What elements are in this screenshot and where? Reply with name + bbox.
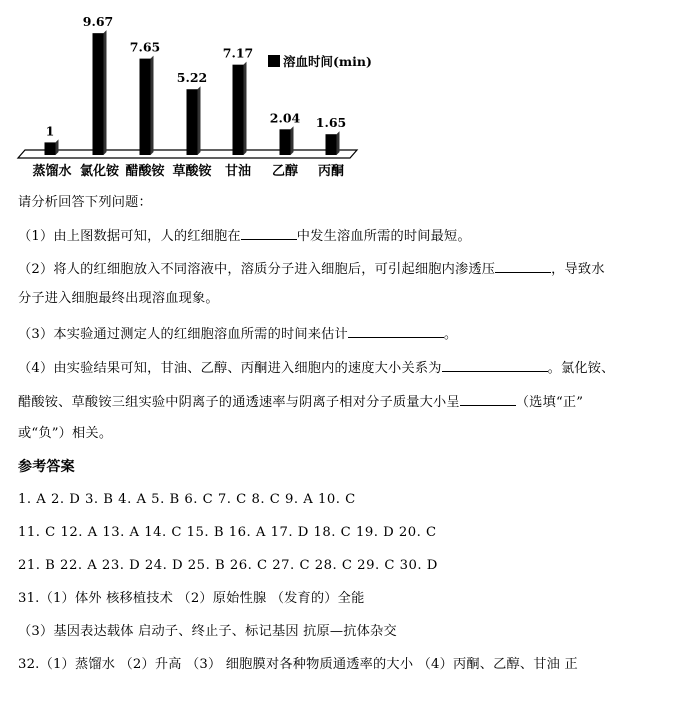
category-label: 甘油 xyxy=(224,164,252,179)
bar-甘油 xyxy=(233,65,244,155)
q4-text-d: （选填“正” xyxy=(515,395,584,410)
answer-line: 31.（1）体外 核移植技术 （2）原始性腺 （发育的）全能 xyxy=(18,591,365,606)
q3-blank[interactable] xyxy=(348,323,444,338)
bar-蒸馏水 xyxy=(45,142,56,155)
question-2-cont: 分子进入细胞最终出现溶血现象。 xyxy=(18,291,219,306)
q4-blank-2[interactable] xyxy=(460,391,516,406)
bar-side xyxy=(337,131,340,155)
q4-text-b: 。氯化铵、 xyxy=(547,361,615,376)
legend-label: 溶血时间(min) xyxy=(283,54,372,69)
q3-text-a: （3）本实验通过测定人的红细胞溶血所需的时间来估计 xyxy=(18,327,348,342)
category-label: 蒸馏水 xyxy=(32,164,72,179)
q3-text-b: 。 xyxy=(443,327,458,342)
answer-line: 32.（1）蒸馏水 （2）升高 （3） 细胞膜对各种物质通透率的大小 （4）丙酮、乙醇、甘油 正 xyxy=(18,657,578,672)
answer-line: 1. A 2. D 3. B 4. A 5. B 6. C 7. C 8. C 9. A 10. C xyxy=(18,492,356,507)
q1-text-a: （1）由上图数据可知，人的红细胞在 xyxy=(18,229,241,244)
bar-side xyxy=(244,62,247,155)
question-intro: 请分析回答下列问题： xyxy=(18,195,152,210)
bar-value-label: 1 xyxy=(45,123,55,139)
q4-text-a: （4）由实验结果可知，甘油、乙醇、丙酮进入细胞内的速度大小关系为 xyxy=(18,361,442,376)
bar-醋酸铵 xyxy=(140,59,151,155)
q1-blank[interactable] xyxy=(241,225,297,240)
question-4-cont xyxy=(18,391,583,413)
bar-side xyxy=(291,126,294,155)
bar-value-label: 7.17 xyxy=(222,45,254,61)
question-4-end: 或“负”）相关。 xyxy=(18,426,113,441)
question-4 xyxy=(18,357,615,379)
bar-value-label: 5.22 xyxy=(176,70,208,86)
question-3 xyxy=(18,323,457,345)
bar-草酸铵 xyxy=(187,89,198,155)
category-label: 乙醇 xyxy=(271,164,299,179)
answers-heading: 参考答案 xyxy=(18,459,75,475)
bar-乙醇 xyxy=(280,129,291,155)
bar-value-label: 7.65 xyxy=(129,39,161,55)
bar-side xyxy=(104,30,107,155)
chart-legend xyxy=(268,54,372,69)
q4-text-c: 醋酸铵、草酸铵三组实验中阴离子的通透速率与阴离子相对分子质量大小呈 xyxy=(18,395,460,410)
category-label: 草酸铵 xyxy=(172,164,212,179)
q2-text-a: （2）将人的红细胞放入不同溶液中，溶质分子进入细胞后，可引起细胞内渗透压 xyxy=(18,262,496,277)
legend-swatch xyxy=(268,55,280,67)
question-1 xyxy=(18,225,471,247)
category-label: 氯化铵 xyxy=(80,164,120,179)
bar-氯化铵 xyxy=(93,33,104,155)
bar-side xyxy=(151,56,154,155)
category-label: 丙酮 xyxy=(317,164,345,179)
q2-blank[interactable] xyxy=(495,258,551,273)
question-2 xyxy=(18,258,605,280)
answer-line: 21. B 22. A 23. D 24. D 25. B 26. C 27. C 28. C 29. C 30. D xyxy=(18,558,438,573)
q1-text-b: 中发生溶血所需的时间最短。 xyxy=(296,229,471,244)
category-label: 醋酸铵 xyxy=(125,164,165,179)
bar-value-label: 1.65 xyxy=(315,115,347,131)
bar-丙酮 xyxy=(326,134,337,155)
hemolysis-bar-chart xyxy=(0,0,681,190)
q4-blank-1[interactable] xyxy=(442,357,548,372)
answer-line: 11. C 12. A 13. A 14. C 15. B 16. A 17. D 18. C 19. D 20. C xyxy=(18,525,437,540)
bar-value-label: 9.67 xyxy=(82,14,114,30)
q2-text-b: ，导致水 xyxy=(551,262,605,277)
bar-side xyxy=(198,86,201,155)
bar-value-label: 2.04 xyxy=(269,110,301,126)
answer-line: （3）基因表达载体 启动子、终止子、标记基因 抗原—抗体杂交 xyxy=(18,624,397,639)
